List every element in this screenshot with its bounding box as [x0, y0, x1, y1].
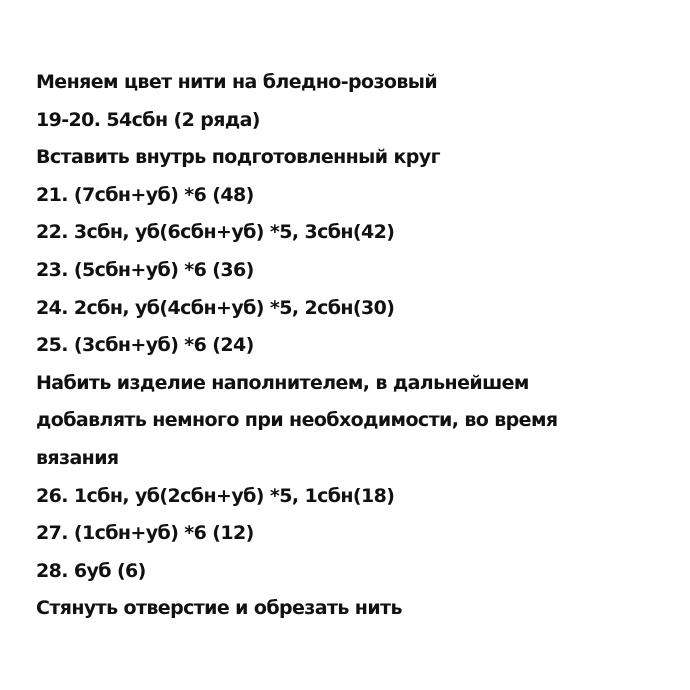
text-line-color-change: Меняем цвет нити на бледно-розовый [36, 71, 438, 93]
text-line-finish: Стянуть отверстие и обрезать нить [36, 597, 402, 620]
text-line-row-27: 27. (1сбн+уб) *6 (12) [36, 522, 254, 545]
text-line-row-28: 28. 6уб (6) [36, 559, 146, 582]
text-line-stuff-3: вязания [36, 446, 119, 469]
pattern-text [36, 64, 666, 628]
text-line-row-26: 26. 1сбн, уб(2сбн+уб) *5, 1сбн(18) [36, 484, 395, 507]
text-line-stuff-2: добавлять немного при необходимости, во время [36, 409, 558, 432]
text-line-row-23: 23. (5сбн+уб) *6 (36) [36, 258, 254, 281]
text-line-row-24: 24. 2сбн, уб(4сбн+уб) *5, 2сбн(30) [36, 296, 395, 319]
text-line-rows-19-20: 19-20. 54сбн (2 ряда) [36, 108, 260, 131]
text-line-row-21: 21. (7сбн+уб) *6 (48) [36, 183, 254, 206]
text-line-stuff-1: Набить изделие наполнителем, в дальнейшем [36, 371, 529, 394]
text-line-insert-circle: Вставить внутрь подготовленный круг [36, 146, 440, 169]
text-line-row-25: 25. (3сбн+уб) *6 (24) [36, 334, 254, 357]
text-line-row-22: 22. 3сбн, уб(6сбн+уб) *5, 3сбн(42) [36, 221, 395, 244]
